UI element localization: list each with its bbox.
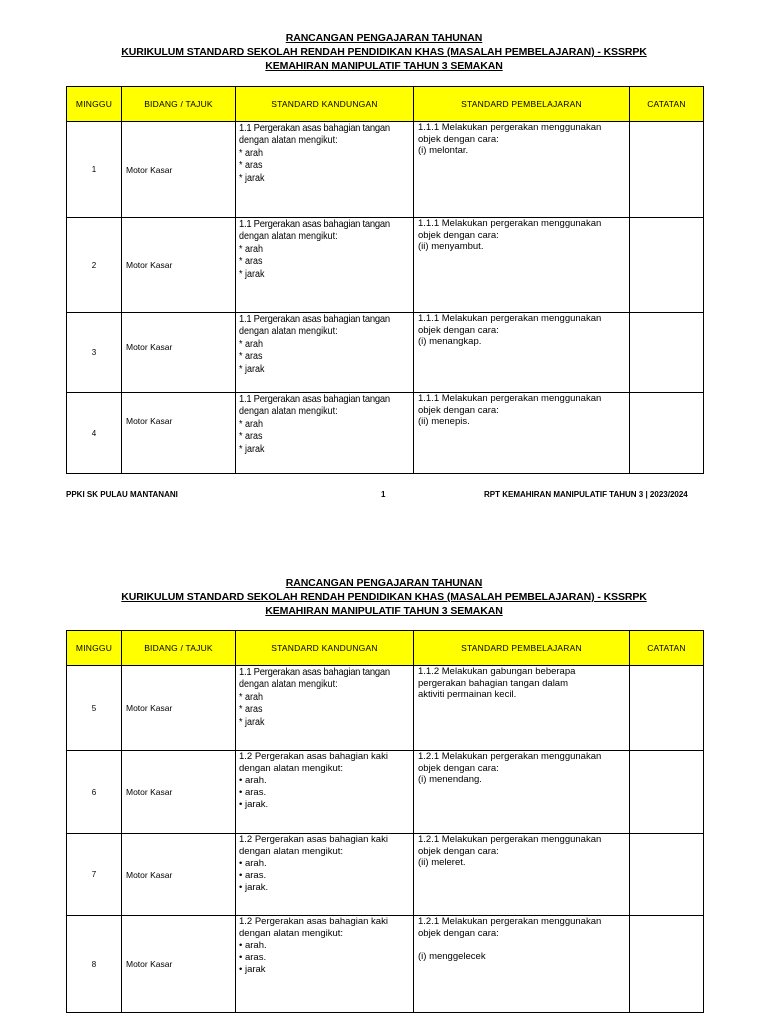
standard-pembelajaran-line: 1.1.1 Melakukan pergerakan menggunakan bbox=[418, 122, 602, 133]
bidang-label: Motor Kasar bbox=[126, 959, 173, 969]
cell-bidang bbox=[122, 313, 236, 393]
bidang-label: Motor Kasar bbox=[126, 260, 173, 270]
standard-kandungan-line: * aras bbox=[239, 351, 263, 362]
rpt-table bbox=[66, 86, 704, 474]
bidang-label: Motor Kasar bbox=[126, 164, 173, 175]
header-subtitle: KURIKULUM STANDARD SEKOLAH RENDAH PENDIDIKAN KHAS (MASALAH PEMBELAJARAN) - KSSRPK bbox=[121, 591, 647, 603]
rpt-table bbox=[66, 630, 704, 1013]
cell-standard-pembelajaran bbox=[414, 751, 630, 834]
cell-minggu: 3 bbox=[67, 313, 122, 393]
cell-bidang bbox=[122, 834, 236, 916]
standard-kandungan-line: * jarak bbox=[239, 172, 265, 184]
standard-pembelajaran-line: (i) menendang. bbox=[418, 774, 482, 785]
cell-catatan bbox=[630, 313, 704, 393]
table-row bbox=[67, 666, 704, 751]
cell-bidang bbox=[122, 666, 236, 751]
standard-kandungan-line: • aras. bbox=[239, 870, 267, 881]
standard-kandungan-line: • jarak. bbox=[239, 882, 269, 893]
column-header-minggu: MINGGU bbox=[67, 631, 122, 666]
column-header-catatan: CATATAN bbox=[630, 631, 704, 666]
standard-kandungan-line: * arah bbox=[239, 338, 264, 350]
standard-kandungan-line: dengan alatan mengikut: bbox=[239, 231, 338, 242]
table-row bbox=[67, 916, 704, 1013]
standard-kandungan-line: * arah bbox=[239, 243, 264, 255]
page-footer bbox=[0, 490, 768, 502]
column-header-standard-kandungan: STANDARD KANDUNGAN bbox=[236, 87, 414, 122]
cell-standard-pembelajaran bbox=[414, 393, 630, 474]
cell-catatan bbox=[630, 122, 704, 218]
cell-standard-kandungan bbox=[236, 122, 414, 218]
cell-standard-kandungan bbox=[236, 916, 414, 1013]
column-header-standard-pembelajaran: STANDARD PEMBELAJARAN bbox=[414, 631, 630, 666]
cell-bidang bbox=[122, 218, 236, 313]
header-title: RANCANGAN PENGAJARAN TAHUNAN bbox=[285, 32, 483, 44]
standard-pembelajaran-line: 1.1.1 Melakukan pergerakan menggunakan bbox=[418, 393, 602, 404]
cell-bidang bbox=[122, 751, 236, 834]
cell-minggu: 4 bbox=[67, 393, 122, 474]
standard-kandungan-line: dengan alatan mengikut: bbox=[239, 679, 338, 690]
standard-pembelajaran-line: (i) menangkap. bbox=[418, 336, 482, 347]
standard-kandungan-line: • arah. bbox=[239, 940, 267, 951]
standard-pembelajaran-line: objek dengan cara: bbox=[418, 324, 499, 336]
header-title: RANCANGAN PENGAJARAN TAHUNAN bbox=[285, 577, 483, 589]
standard-kandungan-line: * jarak bbox=[239, 268, 265, 280]
cell-standard-pembelajaran bbox=[414, 666, 630, 751]
standard-kandungan-title: 1.1 Pergerakan asas bahagian tangan bbox=[239, 393, 390, 405]
standard-pembelajaran-line: (ii) menyambut. bbox=[418, 241, 484, 252]
standard-kandungan-line: • aras. bbox=[239, 952, 267, 963]
standard-kandungan-title: 1.1 Pergerakan asas bahagian tangan bbox=[239, 313, 390, 325]
standard-pembelajaran-line bbox=[418, 939, 625, 951]
cell-bidang bbox=[122, 916, 236, 1013]
standard-kandungan-line: • aras. bbox=[239, 787, 267, 798]
column-header-bidang: BIDANG / TAJUK bbox=[122, 87, 236, 122]
standard-pembelajaran-line: 1.1.1 Melakukan pergerakan menggunakan bbox=[418, 218, 602, 229]
standard-pembelajaran-line: 1.2.1 Melakukan pergerakan menggunakan bbox=[418, 916, 602, 927]
column-header-standard-kandungan: STANDARD KANDUNGAN bbox=[236, 631, 414, 666]
standard-pembelajaran-line: objek dengan cara: bbox=[418, 845, 499, 857]
cell-minggu: 1 bbox=[67, 122, 122, 218]
cell-minggu: 6 bbox=[67, 751, 122, 834]
standard-kandungan-line: * jarak bbox=[239, 443, 265, 455]
standard-kandungan-line: * jarak bbox=[239, 363, 265, 375]
cell-standard-kandungan bbox=[236, 751, 414, 834]
standard-kandungan-line: * arah bbox=[239, 147, 264, 159]
cell-bidang bbox=[122, 122, 236, 218]
column-header-bidang: BIDANG / TAJUK bbox=[122, 631, 236, 666]
standard-kandungan-title: 1.2 Pergerakan asas bahagian kaki bbox=[239, 916, 388, 927]
header-subject: KEMAHIRAN MANIPULATIF TAHUN 3 SEMAKAN bbox=[265, 605, 503, 617]
standard-kandungan-line: • arah. bbox=[239, 858, 267, 869]
standard-kandungan-line: dengan alatan mengikut: bbox=[239, 846, 344, 857]
cell-minggu: 8 bbox=[67, 916, 122, 1013]
cell-catatan bbox=[630, 218, 704, 313]
standard-kandungan-title: 1.1 Pergerakan asas bahagian tangan bbox=[239, 122, 390, 134]
table-row bbox=[67, 122, 704, 218]
standard-kandungan-line: dengan alatan mengikut: bbox=[239, 928, 344, 939]
standard-kandungan-title: 1.2 Pergerakan asas bahagian kaki bbox=[239, 834, 388, 845]
standard-pembelajaran-line: objek dengan cara: bbox=[418, 404, 499, 416]
column-header-standard-pembelajaran: STANDARD PEMBELAJARAN bbox=[414, 87, 630, 122]
standard-kandungan-line: dengan alatan mengikut: bbox=[239, 763, 344, 774]
cell-standard-kandungan bbox=[236, 393, 414, 474]
cell-bidang bbox=[122, 393, 236, 474]
footer-school: PPKI SK PULAU MANTANANI bbox=[66, 490, 178, 499]
table-row bbox=[67, 393, 704, 474]
cell-standard-kandungan bbox=[236, 218, 414, 313]
standard-kandungan-line: * aras bbox=[239, 160, 263, 171]
standard-pembelajaran-line: 1.1.2 Melakukan gabungan beberapa bbox=[418, 666, 576, 677]
header-subject: KEMAHIRAN MANIPULATIF TAHUN 3 SEMAKAN bbox=[265, 60, 503, 72]
bidang-label: Motor Kasar bbox=[126, 703, 173, 713]
standard-pembelajaran-line: objek dengan cara: bbox=[418, 762, 499, 774]
column-header-minggu: MINGGU bbox=[67, 87, 122, 122]
standard-kandungan-line: dengan alatan mengikut: bbox=[239, 135, 338, 146]
standard-pembelajaran-line: objek dengan cara: bbox=[418, 927, 499, 939]
cell-minggu: 7 bbox=[67, 834, 122, 916]
standard-kandungan-line: dengan alatan mengikut: bbox=[239, 326, 338, 337]
table-row bbox=[67, 751, 704, 834]
standard-pembelajaran-line: 1.1.1 Melakukan pergerakan menggunakan bbox=[418, 313, 602, 324]
footer-document-info: RPT KEMAHIRAN MANIPULATIF TAHUN 3 | 2023/2024 bbox=[484, 490, 688, 499]
footer-page-number: 1 bbox=[381, 490, 386, 499]
standard-kandungan-line: dengan alatan mengikut: bbox=[239, 406, 338, 417]
cell-standard-kandungan bbox=[236, 834, 414, 916]
header-subtitle: KURIKULUM STANDARD SEKOLAH RENDAH PENDIDIKAN KHAS (MASALAH PEMBELAJARAN) - KSSRPK bbox=[121, 46, 647, 58]
cell-catatan bbox=[630, 834, 704, 916]
cell-standard-pembelajaran bbox=[414, 834, 630, 916]
standard-kandungan-title: 1.1 Pergerakan asas bahagian tangan bbox=[239, 666, 390, 678]
standard-kandungan-line: * aras bbox=[239, 431, 263, 442]
standard-pembelajaran-line: 1.2.1 Melakukan pergerakan menggunakan bbox=[418, 751, 602, 762]
standard-kandungan-line: • jarak. bbox=[239, 799, 269, 810]
table-row bbox=[67, 313, 704, 393]
standard-kandungan-line: • jarak bbox=[239, 964, 266, 975]
cell-standard-pembelajaran bbox=[414, 122, 630, 218]
standard-kandungan-title: 1.1 Pergerakan asas bahagian tangan bbox=[239, 218, 390, 230]
cell-catatan bbox=[630, 916, 704, 1013]
standard-pembelajaran-line: (i) menggelecek bbox=[418, 950, 486, 962]
standard-kandungan-line: * jarak bbox=[239, 716, 265, 728]
standard-pembelajaran-line: 1.2.1 Melakukan pergerakan menggunakan bbox=[418, 834, 602, 845]
document-header bbox=[0, 576, 768, 618]
standard-pembelajaran-line: pergerakan bahagian tangan dalam bbox=[418, 677, 569, 689]
table-header-row bbox=[67, 631, 704, 666]
standard-pembelajaran-line: objek dengan cara: bbox=[418, 229, 499, 241]
standard-kandungan-line: * aras bbox=[239, 704, 263, 715]
standard-kandungan-title: 1.2 Pergerakan asas bahagian kaki bbox=[239, 751, 388, 762]
cell-standard-kandungan bbox=[236, 313, 414, 393]
standard-pembelajaran-line: (i) melontar. bbox=[418, 145, 469, 156]
bidang-label: Motor Kasar bbox=[126, 787, 173, 797]
standard-kandungan-line: * arah bbox=[239, 418, 264, 430]
bidang-label: Motor Kasar bbox=[126, 869, 173, 880]
cell-catatan bbox=[630, 751, 704, 834]
table-header-row bbox=[67, 87, 704, 122]
column-header-catatan: CATATAN bbox=[630, 87, 704, 122]
standard-pembelajaran-line: (ii) menepis. bbox=[418, 416, 470, 427]
cell-minggu: 5 bbox=[67, 666, 122, 751]
standard-pembelajaran-line: (ii) meleret. bbox=[418, 857, 466, 868]
cell-catatan bbox=[630, 666, 704, 751]
standard-kandungan-line: * arah bbox=[239, 691, 264, 703]
table-row bbox=[67, 834, 704, 916]
standard-pembelajaran-line: aktiviti permainan kecil. bbox=[418, 689, 517, 700]
standard-pembelajaran-line: objek dengan cara: bbox=[418, 133, 499, 145]
cell-standard-pembelajaran bbox=[414, 916, 630, 1013]
cell-standard-pembelajaran bbox=[414, 313, 630, 393]
cell-minggu: 2 bbox=[67, 218, 122, 313]
document-header bbox=[0, 31, 768, 73]
bidang-label: Motor Kasar bbox=[126, 341, 173, 352]
bidang-label: Motor Kasar bbox=[126, 416, 173, 426]
standard-kandungan-line: * aras bbox=[239, 256, 263, 267]
cell-standard-pembelajaran bbox=[414, 218, 630, 313]
standard-kandungan-line: • arah. bbox=[239, 775, 267, 786]
cell-standard-kandungan bbox=[236, 666, 414, 751]
table-row bbox=[67, 218, 704, 313]
cell-catatan bbox=[630, 393, 704, 474]
